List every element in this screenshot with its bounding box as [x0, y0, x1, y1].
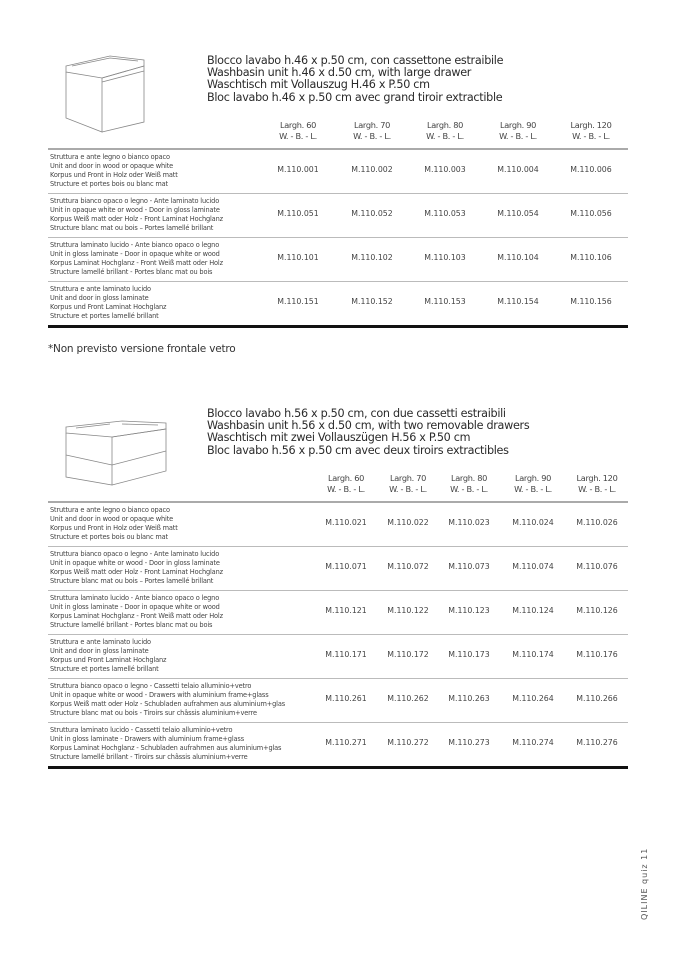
- product-code: M.110.053: [424, 209, 466, 218]
- table-row: [48, 723, 628, 769]
- product-code: M.110.156: [570, 297, 612, 306]
- product-code: M.110.121: [325, 606, 367, 615]
- row-description: [50, 197, 223, 233]
- description-line: Unit and door in gloss laminate: [50, 294, 149, 303]
- description-line: Struttura laminato lucido - Ante bianco opaco o legno: [50, 594, 220, 602]
- row-description: [50, 638, 166, 674]
- description-line: Unit in gloss laminate - Door in opaque white or wood: [50, 603, 220, 612]
- description-line: Korpus Laminat Hochglanz - Front Weiß matt oder Holz: [50, 612, 223, 621]
- product-code: M.110.072: [387, 562, 429, 571]
- description-line: Unit and door in wood or opaque white: [50, 162, 174, 171]
- table-row: [48, 194, 628, 238]
- product-code: M.110.104: [497, 253, 539, 262]
- title-en: Washbasin unit h.46 x d.50 cm, with large drawer: [207, 66, 472, 80]
- column-header: [311, 473, 381, 495]
- product-code: M.110.056: [570, 209, 612, 218]
- section1-title: [207, 55, 503, 104]
- product-code: M.110.026: [576, 518, 618, 527]
- column-sub-label: W. - B. - L.: [426, 131, 464, 141]
- section1-table: [48, 120, 628, 328]
- product-code: M.110.262: [387, 694, 429, 703]
- product-code: M.110.173: [448, 650, 490, 659]
- product-code: M.110.126: [576, 606, 618, 615]
- description-line: Structure lamellé brillant - Portes blanc mat ou bois: [50, 621, 213, 630]
- product-code: M.110.266: [576, 694, 618, 703]
- column-sub-label: W. - B. - L.: [389, 484, 427, 494]
- description-line: Unit in opaque white or wood - Drawers with aluminium frame+glass: [50, 691, 269, 700]
- product-code: M.110.152: [351, 297, 393, 306]
- product-code: M.110.272: [387, 738, 429, 747]
- product-code: M.110.006: [570, 165, 612, 174]
- product-code: M.110.261: [325, 694, 367, 703]
- product-code: M.110.024: [512, 518, 554, 527]
- row-description: [50, 682, 285, 718]
- table-row: [48, 679, 628, 723]
- column-width-label: Largh. 120: [576, 473, 618, 483]
- description-line: Unit in gloss laminate - Door in opaque white or wood: [50, 250, 220, 259]
- title-fr: Bloc lavabo h.46 x p.50 cm avec grand tiroir extractible: [207, 90, 503, 104]
- row-description: [50, 726, 281, 762]
- column-width-label: Largh. 60: [327, 473, 365, 483]
- product-code: M.110.276: [576, 738, 618, 747]
- description-line: Unit in opaque white or wood - Door in gloss laminate: [50, 206, 220, 215]
- column-width-label: Largh. 120: [570, 120, 612, 130]
- column-width-label: Largh. 80: [426, 120, 464, 130]
- title-de: Waschtisch mit zwei Vollauszügen H.56 x P.50 cm: [207, 431, 471, 445]
- row-description: [50, 550, 223, 586]
- product-code: M.110.054: [497, 209, 539, 218]
- description-line: Struttura laminato lucido - Ante bianco opaco o legno: [50, 241, 220, 249]
- page-footer: QILINE quiz 11: [640, 847, 649, 920]
- title-it: Blocco lavabo h.46 x p.50 cm, con cassettone estraibile: [207, 54, 504, 67]
- column-sub-label: W. - B. - L.: [450, 484, 488, 494]
- row-description: [50, 594, 223, 630]
- product-code: M.110.264: [512, 694, 554, 703]
- product-code: M.110.106: [570, 253, 612, 262]
- section2-title: [207, 408, 529, 457]
- title-en: Washbasin unit h.56 x d.50 cm, with two removable drawers: [207, 419, 530, 433]
- column-header: [498, 473, 568, 495]
- footnote: *Non previsto versione frontale vetro: [48, 343, 236, 355]
- description-line: Unit in gloss laminate - Drawers with aluminium frame+glass: [50, 735, 244, 744]
- row-description: [50, 285, 166, 321]
- description-line: Structure et portes bois ou blanc mat: [50, 533, 168, 542]
- column-header: [434, 473, 504, 495]
- product-code: M.110.002: [351, 165, 393, 174]
- product-code: M.110.263: [448, 694, 490, 703]
- column-header: [263, 120, 333, 142]
- table-row: [48, 282, 628, 328]
- column-header: [337, 120, 407, 142]
- product-code: M.110.271: [325, 738, 367, 747]
- table-row: [48, 635, 628, 679]
- column-sub-label: W. - B. - L.: [279, 131, 317, 141]
- row-description: [50, 153, 178, 189]
- product-code: M.110.021: [325, 518, 367, 527]
- description-line: Struttura e ante laminato lucido: [50, 285, 151, 293]
- column-sub-label: W. - B. - L.: [327, 484, 365, 494]
- description-line: Structure et portes lamellé brillant: [50, 312, 159, 321]
- description-line: Korpus Weiß matt oder Holz - Front Laminat Hochglanz: [50, 215, 223, 224]
- product-code: M.110.151: [277, 297, 319, 306]
- description-line: Structure et portes lamellé brillant: [50, 665, 159, 674]
- table-row: [48, 547, 628, 591]
- description-line: Structure lamellé brillant - Portes blanc mat ou bois: [50, 268, 213, 277]
- column-sub-label: W. - B. - L.: [499, 131, 537, 141]
- description-line: Korpus und Front Laminat Hochglanz: [50, 303, 167, 312]
- table-header: [48, 473, 628, 503]
- product-code: M.110.052: [351, 209, 393, 218]
- column-header: [373, 473, 443, 495]
- column-width-label: Largh. 90: [499, 120, 537, 130]
- product-code: M.110.124: [512, 606, 554, 615]
- table-header: [48, 120, 628, 150]
- column-header: [562, 473, 632, 495]
- product-code: M.110.074: [512, 562, 554, 571]
- column-width-label: Largh. 60: [279, 120, 317, 130]
- product-code: M.110.123: [448, 606, 490, 615]
- description-line: Struttura bianco opaco o legno - Ante laminato lucido: [50, 550, 220, 558]
- description-line: Struttura e ante legno o bianco opaco: [50, 506, 170, 514]
- product-code: M.110.273: [448, 738, 490, 747]
- description-line: Korpus Laminat Hochglanz - Front Weiß matt oder Holz: [50, 259, 223, 268]
- column-sub-label: W. - B. - L.: [572, 131, 610, 141]
- product-code: M.110.003: [424, 165, 466, 174]
- title-it: Blocco lavabo h.56 x p.50 cm, con due cassetti estraibili: [207, 407, 506, 420]
- description-line: Unit and door in wood or opaque white: [50, 515, 174, 524]
- product-code: M.110.073: [448, 562, 490, 571]
- column-width-label: Largh. 70: [389, 473, 427, 483]
- section2-table: [48, 473, 628, 769]
- table-row: [48, 591, 628, 635]
- product-code: M.110.071: [325, 562, 367, 571]
- product-code: M.110.172: [387, 650, 429, 659]
- product-code: M.110.022: [387, 518, 429, 527]
- description-line: Korpus Weiß matt oder Holz - Front Laminat Hochglanz: [50, 568, 223, 577]
- column-width-label: Largh. 70: [353, 120, 391, 130]
- table-row: [48, 503, 628, 547]
- column-sub-label: W. - B. - L.: [514, 484, 552, 494]
- table-row: [48, 150, 628, 194]
- product-code: M.110.004: [497, 165, 539, 174]
- description-line: Korpus Laminat Hochglanz - Schubladen aufrahmen aus aluminium+glas: [50, 744, 282, 753]
- product-code: M.110.023: [448, 518, 490, 527]
- title-fr: Bloc lavabo h.56 x p.50 cm avec deux tiroirs extractibles: [207, 443, 509, 457]
- description-line: Korpus und Front in Holz oder Weiß matt: [50, 171, 178, 180]
- description-line: Struttura laminato lucido - Cassetti telaio alluminio+vetro: [50, 726, 233, 734]
- product-code: M.110.274: [512, 738, 554, 747]
- product-code: M.110.154: [497, 297, 539, 306]
- column-width-label: Largh. 90: [514, 473, 552, 483]
- description-line: Unit in opaque white or wood - Door in gloss laminate: [50, 559, 220, 568]
- description-line: Korpus Weiß matt oder Holz - Schubladen aufrahmen aus aluminium+glas: [50, 700, 286, 709]
- description-line: Structure et portes bois ou blanc mat: [50, 180, 168, 189]
- description-line: Struttura bianco opaco o legno - Ante laminato lucido: [50, 197, 220, 205]
- description-line: Structure blanc mat ou bois – Portes lamellé brillant: [50, 224, 214, 233]
- column-sub-label: W. - B. - L.: [578, 484, 616, 494]
- column-header: [410, 120, 480, 142]
- description-line: Unit and door in gloss laminate: [50, 647, 149, 656]
- product-code: M.110.001: [277, 165, 319, 174]
- description-line: Struttura e ante laminato lucido: [50, 638, 151, 646]
- column-sub-label: W. - B. - L.: [353, 131, 391, 141]
- column-width-label: Largh. 80: [450, 473, 488, 483]
- description-line: Korpus und Front Laminat Hochglanz: [50, 656, 167, 665]
- table-row: [48, 238, 628, 282]
- description-line: Korpus und Front in Holz oder Weiß matt: [50, 524, 178, 533]
- column-header: [483, 120, 553, 142]
- product-code: M.110.051: [277, 209, 319, 218]
- product-code: M.110.101: [277, 253, 319, 262]
- description-line: Structure lamellé brillant - Tiroirs sur châssis aluminium+verre: [50, 753, 248, 762]
- product-code: M.110.103: [424, 253, 466, 262]
- description-line: Structure blanc mat ou bois – Portes lamellé brillant: [50, 577, 214, 586]
- description-line: Struttura bianco opaco o legno - Cassetti telaio alluminio+vetro: [50, 682, 252, 690]
- description-line: Structure blanc mat ou bois - Tiroirs sur châssis aluminium+verre: [50, 709, 257, 718]
- row-description: [50, 241, 223, 277]
- product-code: M.110.122: [387, 606, 429, 615]
- column-header: [556, 120, 626, 142]
- product-code: M.110.171: [325, 650, 367, 659]
- description-line: Struttura e ante legno o bianco opaco: [50, 153, 170, 161]
- product-code: M.110.076: [576, 562, 618, 571]
- product-code: M.110.174: [512, 650, 554, 659]
- title-de: Waschtisch mit Vollauszug H.46 x P.50 cm: [207, 78, 430, 92]
- product-code: M.110.102: [351, 253, 393, 262]
- product-code: M.110.153: [424, 297, 466, 306]
- product-code: M.110.176: [576, 650, 618, 659]
- row-description: [50, 506, 178, 542]
